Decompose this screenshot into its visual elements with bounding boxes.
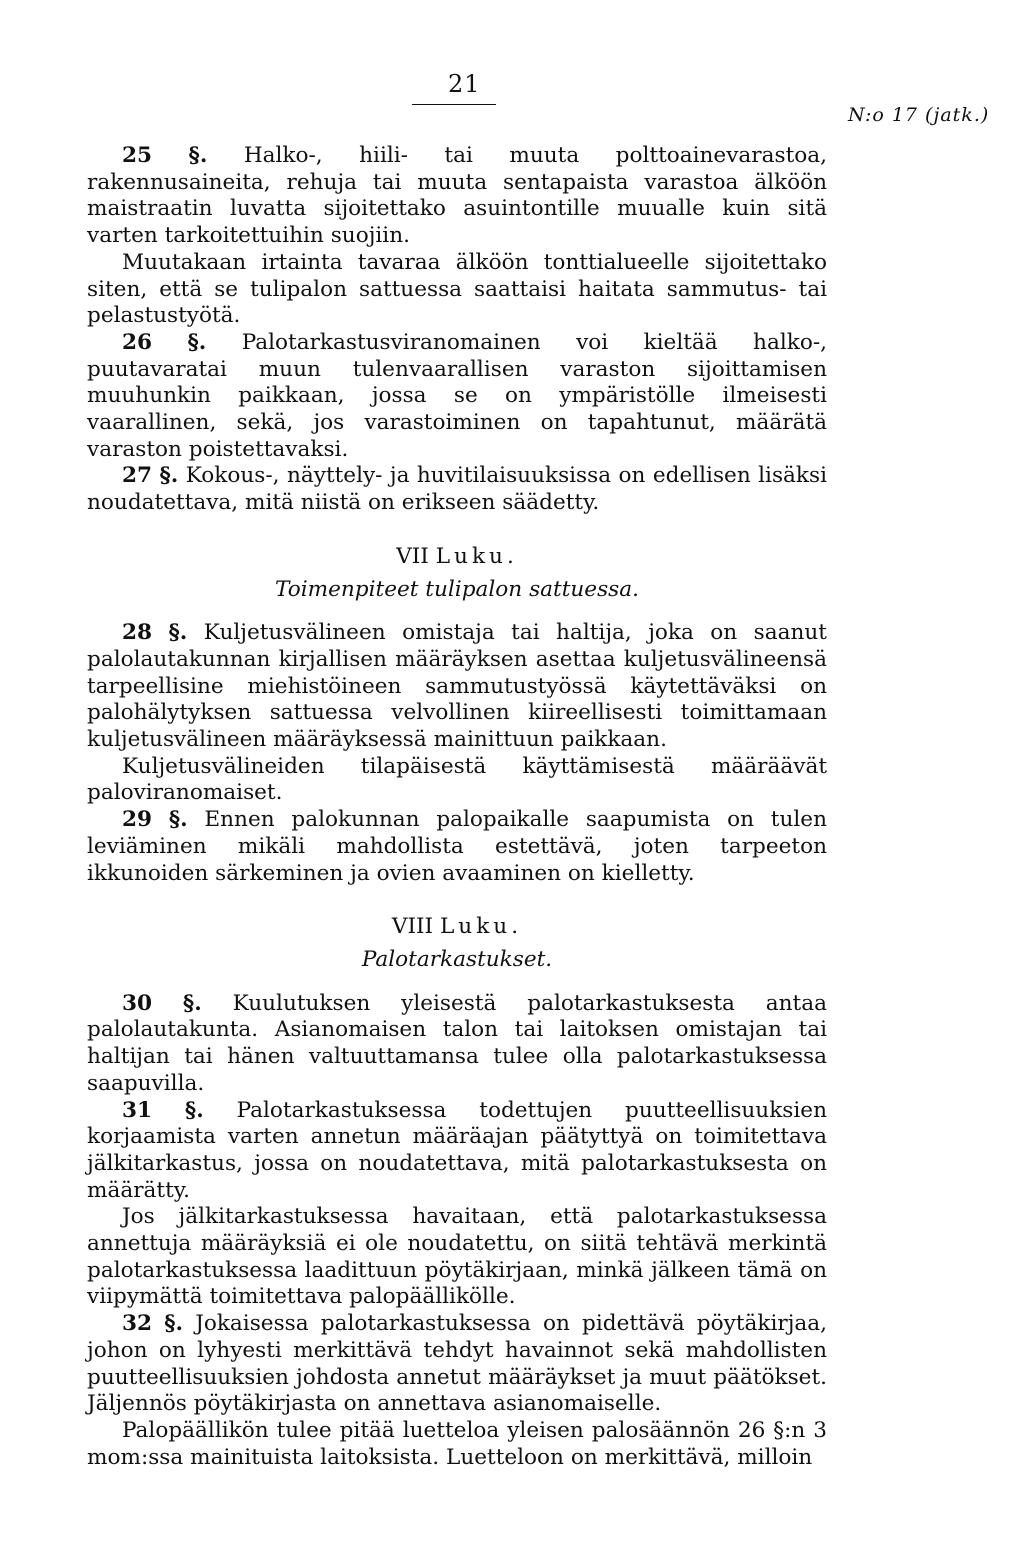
section-text: Jokaisessa palotarkastuksessa on pidettävä pöytäkirjaa, johon on lyhyesti merkittävä tehdyt havainnot sekä mahdollisten puutteellisuuksien johdosta annetut määräykset ja muut päätökset. Jäljennös pöytäkirjasta on annettava asianomaiselle. — [87, 1311, 828, 1417]
section-number: 31 — [122, 1097, 153, 1123]
section-text: Palotarkastusviranomainen voi kieltää halko-, puutavaratai muun tulenvaarallisen varaston sijoittamisen muuhunkin paikkaan, jossa se on ympäristölle ilmeisesti vaarallinen, sekä, jos varastoiminen on tapahtunut, määrätä varaston poistettavaksi. — [87, 329, 827, 462]
section-30 — [87, 991, 827, 1098]
section-number: 28 — [122, 620, 153, 646]
chapter-word: Luku. — [439, 914, 523, 940]
chapter-word: Luku. — [435, 543, 518, 569]
section-text: Ennen palokunnan palopaikalle saapumista on tulen leviäminen mikäli mahdollista estettävä, joten tarpeeton ikkunoiden särkeminen ja ovien avaaminen on kielletty. — [87, 807, 827, 886]
section-29 — [87, 807, 827, 887]
paragraph-text: Jos jälkitarkastuksessa havaitaan, että palotarkastuksessa annettuja määräyksiä ei ole noudatettu, on siitä tehtävä merkintä palotarkastuksessa laadittuun pöytäkirjaan, minkä jälkeen tämä on viipymättä toimitettava palopäällikölle. — [87, 1204, 827, 1310]
chapter-heading-8 — [87, 914, 827, 941]
section-mark: §. — [159, 463, 179, 489]
chapter-roman: VII — [396, 543, 429, 569]
section-25 — [87, 143, 827, 250]
section-28-paragraph-2 — [87, 754, 827, 807]
header-rule — [412, 104, 496, 105]
chapter-heading-7 — [87, 544, 827, 571]
section-text: Halko-, hiili- tai muuta polttoainevarastoa, rakennusaineita, rehuja tai muuta sentapaista varastoa älköön maistraatin luvatta sijoitettako asuintontille muualle kuin sitä varten tarkoitettuihin suojiin. — [87, 143, 827, 249]
section-text: Kokous-, näyttely- ja huvitilaisuuksissa on edellisen lisäksi noudatettava, mitä niistä on erikseen säädetty. — [87, 463, 827, 516]
section-text: Palotarkastuksessa todettujen puutteellisuuksien korjaamista varten annetun määräajan päätyttyä on toimitettava jälkitarkastus, jossa on noudatettava, mitä palotarkastuksesta on määrätty. — [87, 1097, 827, 1203]
section-27 — [87, 463, 827, 516]
section-number: 29 — [122, 807, 153, 833]
chapter-title-8: Palotarkastukset. — [361, 946, 553, 972]
paragraph-text: Muutakaan irtainta tavaraa älköön tonttialueelle sijoitettako siten, että se tulipalon sattuessa saattaisi haitata sammutus- tai pelastustyötä. — [87, 249, 827, 329]
document-reference: N:o 17 (jatk.) — [848, 104, 990, 126]
section-mark: §. — [168, 620, 188, 646]
section-26 — [87, 330, 827, 464]
section-number: 27 — [122, 463, 153, 489]
section-28 — [87, 620, 827, 754]
section-25-paragraph-2 — [87, 250, 827, 330]
section-mark: §. — [168, 807, 188, 833]
section-number: 32 — [122, 1311, 153, 1337]
chapter-title-7: Toimenpiteet tulipalon sattuessa. — [275, 576, 639, 602]
chapter-roman: VIII — [391, 914, 434, 940]
page-number: 21 — [448, 70, 481, 98]
section-31-paragraph-2 — [87, 1204, 827, 1311]
section-text: Kuulutuksen yleisestä palotarkastuksesta antaa palolautakunta. Asianomaisen talon tai laitoksen omistajan tai haltijan tai hänen valtuuttamansa tulee olla palotarkastuksessa saapuvilla. — [87, 990, 827, 1096]
paragraph-text: Palopäällikön tulee pitää luetteloa yleisen palosäännön 26 §:n 3 mom:ssa mainituista laitoksista. Luetteloon on merkittävä, milloin — [87, 1417, 827, 1470]
section-mark: §. — [184, 1097, 204, 1123]
paragraph-text: Kuljetusvälineiden tilapäisestä käyttämisestä määräävät paloviranomaiset. — [87, 753, 827, 806]
body-text — [87, 143, 827, 1471]
section-number: 25 — [122, 143, 153, 168]
section-32 — [87, 1311, 827, 1418]
section-32-paragraph-2 — [87, 1418, 827, 1471]
section-text: Kuljetusvälineen omistaja tai haltija, joka on saanut palolautakunnan kirjallisen määräyksen asettaa kuljetusvälineensä tarpeellisine miehistöineen sammutustyössä käytettäväksi on palohälytyksen sattuessa velvollinen kiireellisesti toimittamaan kuljetusvälineen määräyksessä mainittuun paikkaan. — [87, 620, 827, 753]
section-mark: §. — [188, 143, 208, 168]
section-mark: §. — [164, 1311, 184, 1337]
section-number: 26 — [122, 329, 153, 355]
section-mark: §. — [187, 329, 207, 355]
section-31 — [87, 1098, 827, 1205]
section-number: 30 — [122, 990, 153, 1016]
section-mark: §. — [182, 990, 202, 1016]
